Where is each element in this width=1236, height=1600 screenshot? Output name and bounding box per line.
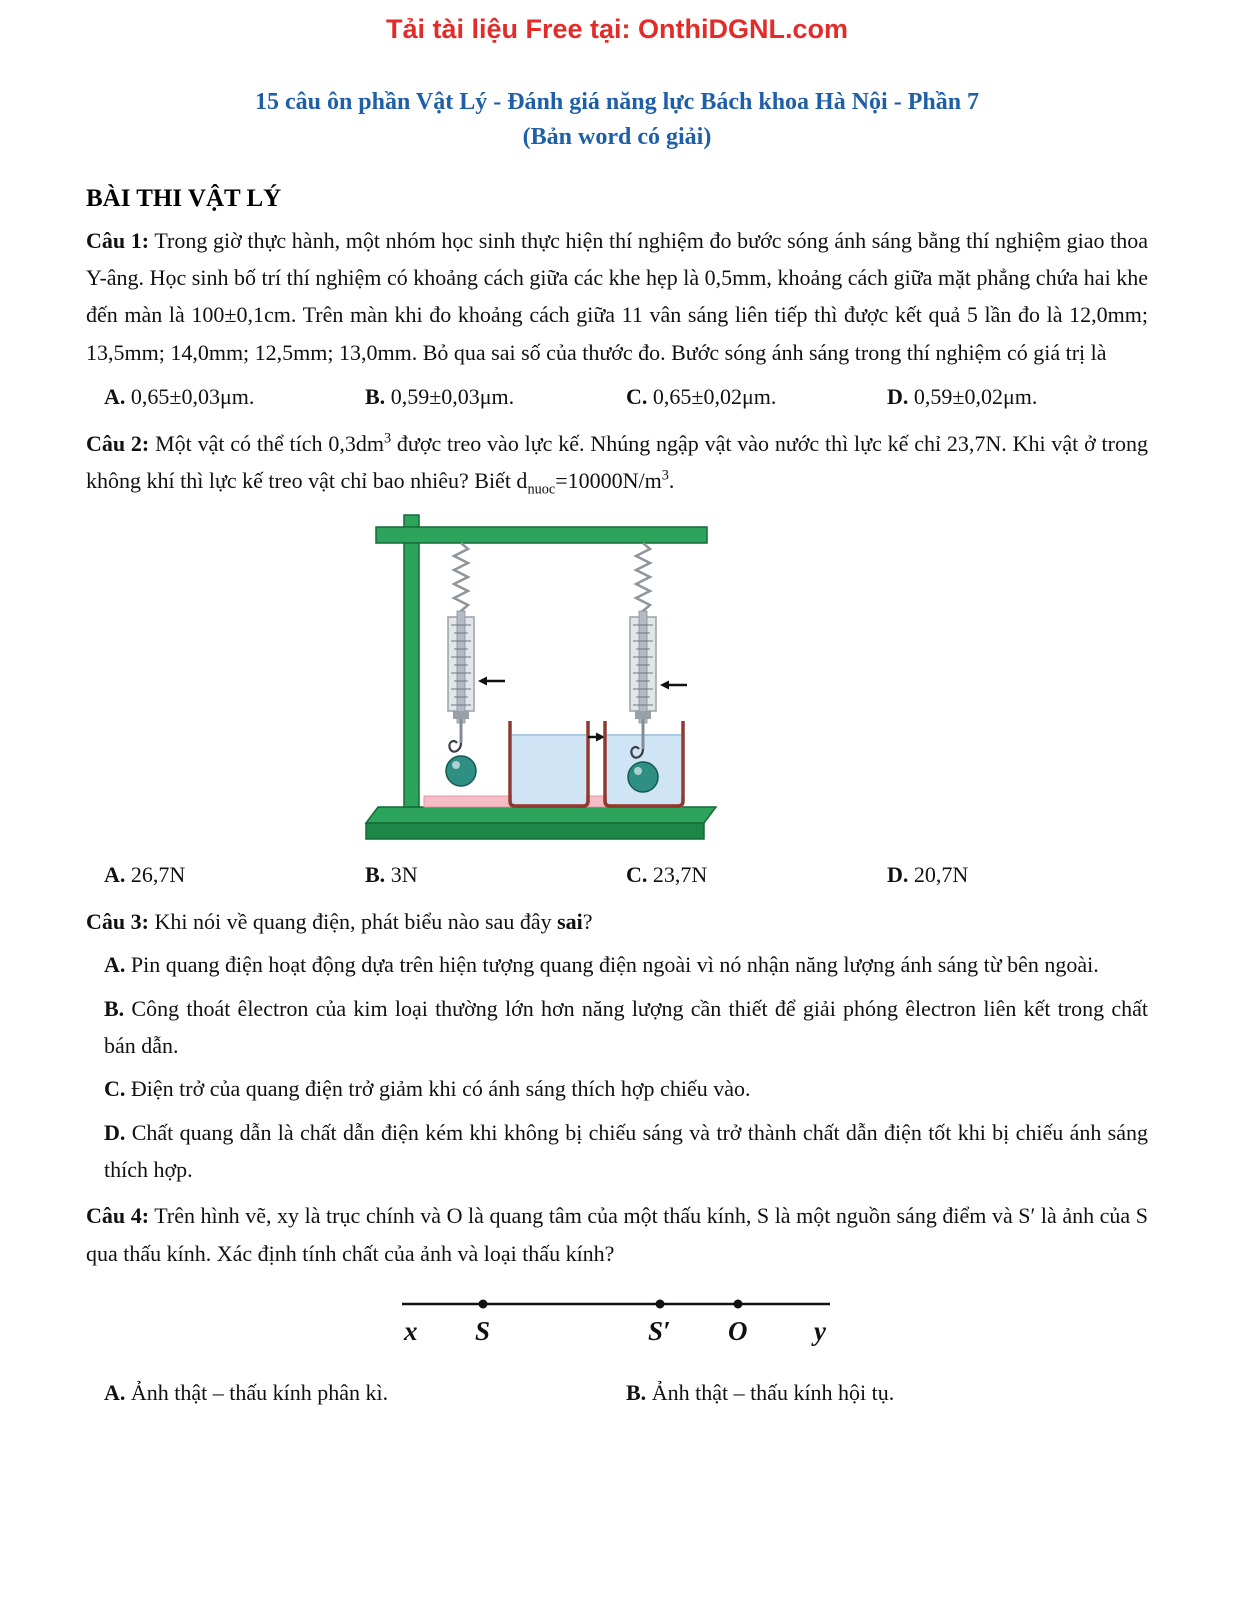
question-4-options [86, 1374, 1148, 1411]
label-S-prime: S′ [648, 1316, 671, 1347]
question-1 [86, 222, 1148, 372]
right-ball [628, 762, 658, 792]
label-y: y [814, 1316, 826, 1347]
question-2 [86, 425, 1148, 500]
spring-scale-experiment-diagram [364, 513, 736, 849]
question-2-text: Một vật có thể tích $0,3dm^3$ được treo vào lực kế. Nhúng ngập vật vào nước thì lực kế chỉ 23,7N. Khi vật ở trong không khí thì lực kế treo vật chỉ bao nhiêu? Biết $d_{nuoc}=10000N/m^3$. [86, 430, 1148, 498]
stand-bar [376, 527, 707, 543]
question-2-figure [364, 513, 1148, 849]
point-O-dot [734, 1300, 743, 1309]
option-2d: D. 20,7N [887, 862, 969, 888]
stand-pole [404, 515, 419, 807]
option-2b: B. 3N [365, 862, 418, 888]
point-S-dot [479, 1300, 488, 1309]
middle-beaker [510, 721, 588, 806]
right-tube-cap [635, 711, 651, 719]
doc-title-line1: 15 câu ôn phần Vật Lý - Đánh giá năng lực Bách khoa Hà Nội - Phần 7 [254, 89, 980, 115]
stand-base [366, 807, 716, 839]
label-O: O [728, 1316, 748, 1347]
question-1-label: Câu 1: [86, 227, 150, 253]
middle-beaker-water [512, 735, 586, 804]
site-header-link: Tải tài liệu Free tại: OnthiDGNL.com [385, 14, 849, 44]
left-hook [449, 741, 461, 752]
question-4-label: Câu 4: [86, 1203, 150, 1229]
option-1d: D. 0,59±0,02μm. [887, 384, 1038, 410]
option-4a: A. Ảnh thật – thấu kính phân kì. [104, 1380, 389, 1406]
question-3 [86, 903, 1148, 940]
option-1b: B. 0,59±0,03μm. [365, 384, 515, 410]
option-3b: B. Công thoát êlectron của kim loại thường lớn hơn năng lượng cần thiết để giải phóng êlectron liên kết trong chất bán dẫn. [104, 995, 1148, 1058]
left-dynamometer-pointer-arrow [478, 677, 505, 686]
optical-axis-diagram [396, 1288, 836, 1352]
label-S: S [475, 1316, 491, 1347]
option-3a: A. Pin quang điện hoạt động dựa trên hiện tượng quang điện ngoài vì nó nhận năng lượng ánh sáng từ bên ngoài. [104, 952, 1099, 978]
option-3c: C. Điện trở của quang điện trở giảm khi có ánh sáng thích hợp chiếu vào. [104, 1076, 751, 1102]
question-2-options [86, 856, 1148, 893]
left-dynamometer [446, 543, 476, 786]
option-3d: D. Chất quang dẫn là chất dẫn điện kém khi không bị chiếu sáng và trở thành chất dẫn điện tốt khi bị chiếu ánh sáng thích hợp. [104, 1119, 1148, 1183]
right-dynamometer-pointer-arrow [660, 681, 687, 690]
section-heading: BÀI THI VẬT LÝ [86, 184, 282, 212]
doc-title [86, 85, 1148, 155]
right-spring [636, 543, 650, 619]
right-rod [639, 611, 647, 723]
option-2c: C. 23,7N [626, 862, 708, 888]
question-1-text: Trong giờ thực hành, một nhóm học sinh thực hiện thí nghiệm đo bước sóng ánh sáng bằng thí nghiệm giao thoa Y-âng. Học sinh bố trí thí nghiệm có khoảng cách giữa các khe hẹp là 0,5mm, khoảng cách giữa mặt phẳng chứa hai khe đến màn là 100±0,1cm. Trên màn khi đo khoảng cách giữa 11 vân sáng liên tiếp thì được kết quả 5 lần đo là 12,0mm; 13,5mm; 14,0mm; 12,5mm; 13,0mm. Bỏ qua sai số của thước đo. Bước sóng ánh sáng trong thí nghiệm có giá trị là [86, 227, 1148, 365]
left-tube-cap [453, 711, 469, 719]
option-1a: A. 0,65±0,03μm. [104, 384, 255, 410]
right-arrow [588, 733, 605, 742]
question-4 [86, 1197, 1148, 1272]
left-ball [446, 756, 476, 786]
option-4b: B. Ảnh thật – thấu kính hội tụ. [626, 1380, 895, 1406]
question-1-options [86, 378, 1148, 415]
question-3-text: Khi nói về quang điện, phát biểu nào sau đây sai? [154, 908, 593, 934]
question-4-figure [396, 1288, 1148, 1352]
question-4-text: Trên hình vẽ, xy là trục chính và O là quang tâm của một thấu kính, S là một nguồn sáng điểm và S′ là ảnh của S qua thấu kính. Xác định tính chất của ảnh và loại thấu kính? [86, 1203, 1148, 1266]
left-rod [457, 611, 465, 723]
option-2a: A. 26,7N [104, 862, 186, 888]
left-spring [454, 543, 468, 619]
question-2-label: Câu 2: [86, 430, 150, 456]
label-x: x [404, 1316, 418, 1347]
option-1c: C. 0,65±0,02μm. [626, 384, 777, 410]
question-3-label: Câu 3: [86, 908, 149, 934]
point-S-prime-dot [656, 1300, 665, 1309]
doc-title-line2: (Bản word có giải) [522, 123, 712, 150]
